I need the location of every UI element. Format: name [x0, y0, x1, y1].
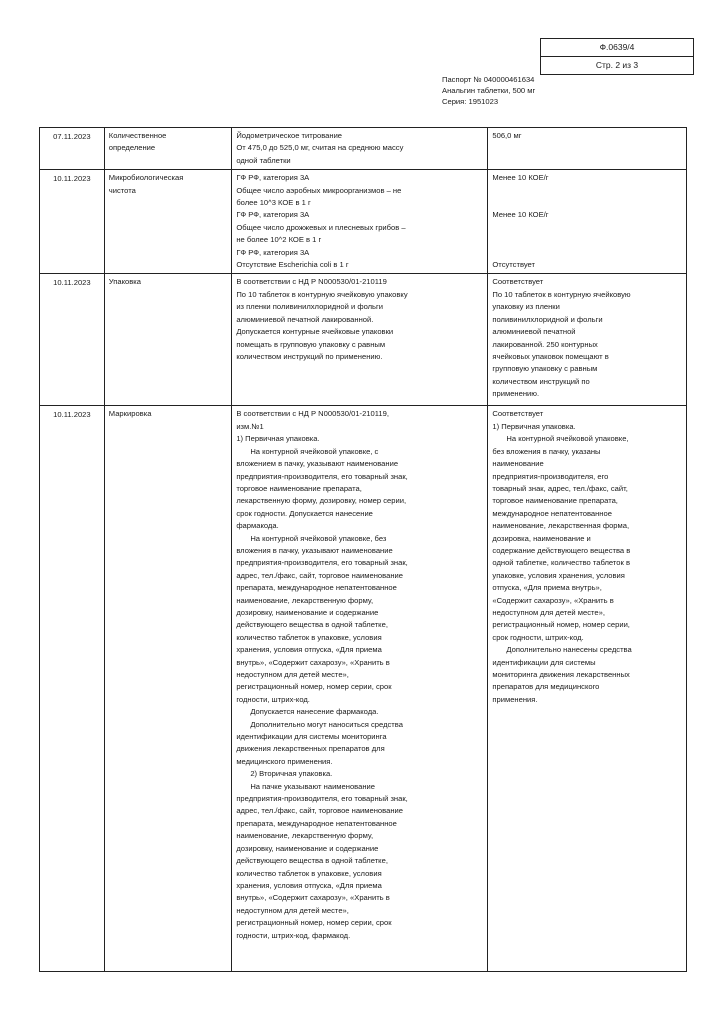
text-line: регистрационный номер, номер серии, срок [236, 918, 392, 928]
text-line: В соответствии с НД Р N000530/01-210119, [236, 409, 389, 419]
table-row [40, 406, 687, 972]
row-date: 10.11.2023 [40, 274, 105, 406]
product-name: Анальгин таблетки, 500 мг [442, 86, 536, 95]
text-line: срок годности, штрих-код. [492, 632, 584, 642]
text-line: Дополнительно нанесены средства [506, 645, 632, 655]
text-line: предприятия-производителя, его [492, 471, 609, 481]
text-line: внутрь», «Содержит сахарозу», «Хранить в [236, 893, 390, 903]
text-line: одной таблетки [236, 155, 291, 165]
test-name-line: Маркировка [108, 409, 152, 419]
test-results-table [39, 127, 687, 972]
text-line: По 10 таблеток в контурную ячейковую упаковку [236, 289, 408, 299]
text-line: количеством инструкций по применению. [236, 351, 383, 361]
row-result [488, 406, 687, 972]
row-test-name [104, 274, 232, 406]
text-line: На контурной ячейковой упаковке, с [250, 446, 379, 456]
text-line: действующего вещества в одной таблетке, [236, 856, 388, 866]
text-line: хранения, условия отпуска, «Для приема [236, 645, 382, 655]
text-line: недоступном для детей месте», [236, 905, 349, 915]
text-line: лекарственную форму, дозировку, номер серии, [236, 496, 407, 506]
passport-number: Паспорт № 040000461634 [442, 75, 535, 84]
text-line: применению. [492, 389, 540, 399]
text-line: препарата, международное непатентованное [236, 818, 397, 828]
text-line: мониторинга движения лекарственных [492, 670, 630, 679]
row-result [488, 128, 687, 170]
text-line: Отсутствие Escherichia coli в 1 г [236, 260, 349, 270]
test-name-line: чистота [108, 185, 136, 195]
row-result [488, 170, 687, 274]
row-requirement [232, 274, 488, 406]
text-line: регистрационный номер, номер серии, [492, 620, 630, 630]
text-line: движения лекарственных препаратов для [236, 744, 385, 754]
text-line: идентификации для системы [492, 657, 596, 667]
test-name-line: Микробиологическая [108, 173, 184, 183]
text-line: препарата, международное непатентованное [236, 583, 397, 593]
text-line: дозировка, наименование и [492, 533, 591, 543]
text-line: ячейковых упаковок помещают в [492, 351, 609, 361]
form-code: Ф.0639/4 [599, 42, 635, 52]
test-name-line: определение [108, 143, 156, 153]
text-line: упаковку из пленки [492, 302, 560, 312]
row-date: 10.11.2023 [40, 170, 105, 274]
text-line: товарный знак, адрес, тел./факс, сайт, [492, 483, 628, 493]
text-line: применения. [492, 694, 538, 704]
row-date: 10.11.2023 [40, 406, 105, 972]
text-line: Соответствует [492, 409, 544, 419]
text-line: регистрационный номер, номер серии, срок [236, 682, 392, 692]
row-test-name [104, 406, 232, 972]
text-line: вложения в пачку, указывают наименование [236, 545, 393, 555]
text-line: количество таблеток в упаковке, условия [236, 632, 382, 642]
text-line: не более 10^2 КОЕ в 1 г [236, 235, 322, 245]
text-line: На контурной ячейковой упаковке, без [250, 533, 387, 543]
text-line: Общее число дрожжевых и плесневых грибов – [236, 222, 406, 232]
row-test-name [104, 128, 232, 170]
text-line: групповую упаковку с равным [492, 364, 598, 374]
test-name-line: Количественное [108, 131, 167, 140]
text-line: дозировку, наименование и содержание [236, 607, 379, 617]
text-line: изм.№1 [236, 421, 264, 431]
text-line: медицинского применения. [236, 756, 333, 766]
text-line: срок годности. Допускается нанесение [236, 508, 373, 518]
text-line: адрес, тел./факс, сайт, торговое наименование [236, 570, 403, 580]
text-line: более 10^3 КОЕ в 1 г [236, 198, 311, 208]
passport-header [442, 74, 535, 107]
text-line: дозировку, наименование и содержание [236, 843, 379, 853]
text-line: алюминиевой печатной [492, 327, 576, 337]
text-line: идентификации для системы мониторинга [236, 732, 387, 742]
row-requirement [232, 406, 488, 972]
text-line: 1) Первичная упаковка. [492, 421, 576, 431]
text-line: количество таблеток в упаковке, условия [236, 868, 382, 878]
text-line: хранения, условия отпуска, «Для приема [236, 880, 382, 890]
text-line: наименование [492, 459, 544, 469]
row-result [488, 274, 687, 406]
text-line: По 10 таблеток в контурную ячейковую [492, 289, 631, 299]
text-line: Допускается контурные ячейковые упаковки [236, 327, 394, 337]
text-line: упаковке, условия хранения, условия [492, 570, 625, 580]
text-line: годности, штрих-код, фармакод. [236, 930, 351, 940]
text-line: внутрь», «Содержит сахарозу», «Хранить в [236, 657, 390, 667]
text-line: отпуска, «Для приема внутрь», [492, 583, 602, 593]
text-line: «Содержит сахарозу», «Хранить в [492, 595, 614, 605]
text-line: На контурной ячейковой упаковке, [506, 434, 629, 444]
text-line: предприятия-производителя, его товарный знак, [236, 794, 408, 804]
text-line: без вложения в пачку, указаны [492, 446, 601, 456]
text-line: Соответствует [492, 277, 544, 287]
text-line: недоступном для детей месте», [236, 670, 349, 679]
table-row [40, 274, 687, 406]
text-line: предприятия-производителя, его товарный знак, [236, 471, 408, 481]
text-line: годности, штрих-код. [236, 694, 310, 704]
text-line: ГФ РФ, категория 3А [236, 210, 310, 220]
result-value: Менее 10 КОЕ/г [492, 173, 549, 183]
text-line: На пачке указывают наименование [250, 781, 375, 791]
text-line: торговое наименование препарата, [492, 496, 618, 506]
text-line: содержание действующего вещества в [492, 545, 631, 555]
text-line: недоступном для детей месте», [492, 607, 605, 617]
text-line: вложением в пачку, указывают наименование [236, 459, 399, 469]
page-number: Стр. 2 из 3 [541, 56, 693, 74]
text-line: помещать в групповую упаковку с равным [236, 339, 386, 349]
row-test-name [104, 170, 232, 274]
text-line: предприятия-производителя, его товарный знак, [236, 558, 408, 568]
table-row [40, 128, 687, 170]
text-line: ГФ РФ, категория 3А [236, 247, 310, 257]
text-line: препаратов для медицинского [492, 682, 600, 692]
text-line: Дополнительно могут наноситься средства [250, 719, 403, 729]
text-line: ГФ РФ, категория 3А [236, 173, 310, 183]
text-line: торговое наименование препарата, [236, 483, 362, 493]
text-line: наименование, лекарственная форма, [492, 521, 630, 531]
text-line: наименование, лекарственную форму, [236, 831, 374, 841]
text-line: действующего вещества в одной таблетке, [236, 620, 388, 630]
series-number: Серия: 1951023 [442, 97, 499, 106]
text-line: алюминиевой печатной лакированной. [236, 314, 374, 324]
row-requirement [232, 128, 488, 170]
text-line: Допускается нанесение фармакода. [250, 707, 379, 717]
text-line: От 475,0 до 525,0 мг, считая на среднюю массу [236, 143, 404, 153]
text-line: адрес, тел./факс, сайт, торговое наименование [236, 806, 403, 816]
result-value: Отсутствует [492, 260, 535, 270]
text-line: одной таблетке, количество таблеток в [492, 558, 630, 568]
form-code-box [540, 38, 694, 75]
result-value: 506,0 мг [492, 131, 522, 140]
text-line: количеством инструкций по [492, 376, 590, 386]
text-line: фармакода. [236, 521, 279, 531]
text-line: Йодометрическое титрование [236, 131, 343, 140]
text-line: из пленки поливинилхлоридной и фольги [236, 302, 384, 312]
result-value: Менее 10 КОЕ/г [492, 210, 549, 220]
text-line: 1) Первичная упаковка. [236, 434, 320, 444]
text-line: Общее число аэробных микроорганизмов – не [236, 185, 402, 195]
text-line: поливинилхлоридной и фольги [492, 314, 603, 324]
text-line: наименование, лекарственную форму, [236, 595, 374, 605]
text-line: международное непатентованное [492, 508, 612, 518]
text-line: 2) Вторичная упаковка. [250, 769, 333, 779]
table-row [40, 170, 687, 274]
row-requirement [232, 170, 488, 274]
row-date: 07.11.2023 [40, 128, 105, 170]
text-line: лакированной. 250 контурных [492, 339, 598, 349]
text-line: В соответствии с НД Р N000530/01-210119 [236, 277, 387, 287]
test-name-line: Упаковка [108, 277, 141, 287]
